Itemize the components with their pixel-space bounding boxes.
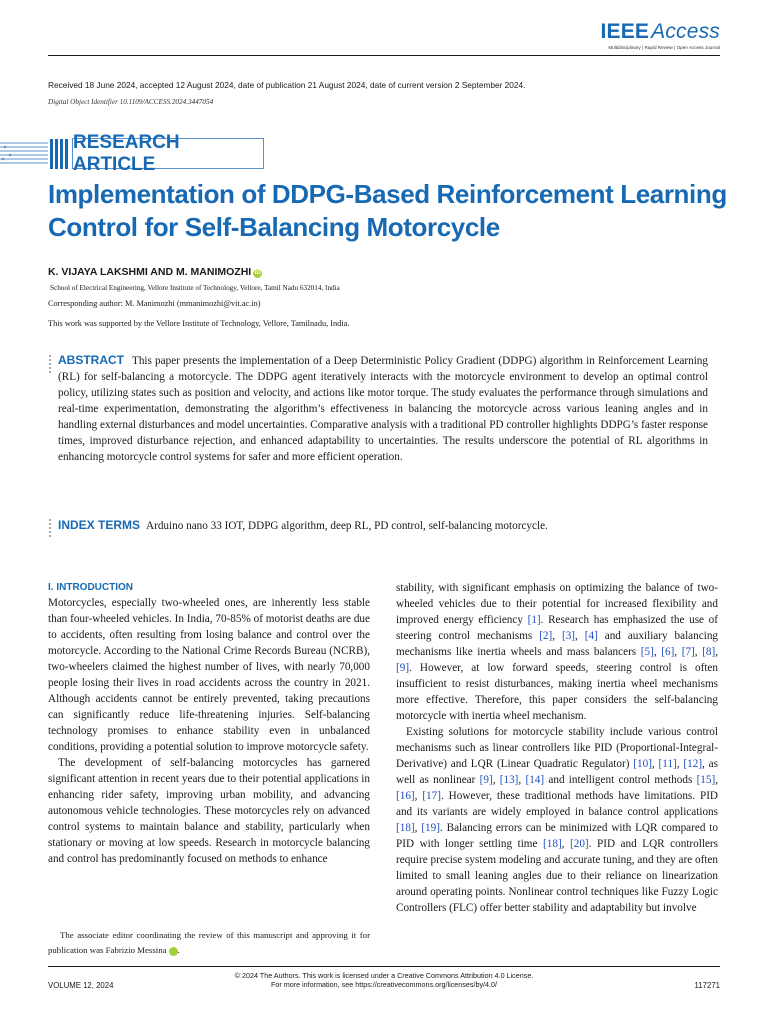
license-link[interactable]: For more information, see https://creativecommons.org/licenses/by/4.0/ (270, 980, 498, 989)
citation-link[interactable]: [20] (570, 838, 589, 850)
citation-link[interactable]: [2] (539, 630, 553, 642)
header-divider (48, 55, 720, 56)
citation-link[interactable]: [18] (543, 838, 562, 850)
section-heading: I. INTRODUCTION (48, 582, 133, 593)
citation-link[interactable]: [3] (561, 630, 576, 642)
citation-link[interactable]: [9] (396, 662, 410, 674)
paper-title: Implementation of DDPG-Based Reinforcement Learning Control for Self-Balancing Motorcycle (48, 179, 727, 242)
abstract-text: This paper presents the implementation of a Deep Deterministic Policy Gradient (DDPG) algorithm in Reinforcement Learning (RL) for self-balancing a motorcycle. The DDPG agent iteratively interacts with the motorcycle environment to develop an optimal control policy, utilizing states such as position and velocity, and actions like motor torque. The study evaluates the performance through simulations and real-time experimentation, demonstrating the algorithm’s effectiveness in balancing the motorcycle across various leaning angles and in handling external disturbances and model uncertainties. Comparative analysis with a traditional PD controller highlights DDPG’s faster response times, improved disturbance rejection, and enhanced adaptability to uncertainties. The results underscore the potential of RL algorithms in enhancing motorcycle control systems for safer and more efficient operation. (58, 355, 708, 463)
text-run: , as well as nonlinear (396, 758, 718, 786)
authors-text: K. VIJAYA LAKSHMI AND M. MANIMOZHI (48, 266, 252, 278)
citation-link[interactable]: [7] (681, 646, 695, 658)
citation-link[interactable]: [16] (396, 790, 415, 802)
text-run: . However, at low forward speeds, steering control is often insufficient to resist disturbances, making inertia wheel mechanisms more effective. Therefore, this paper considers the self-balancing motorcycle with inertia wheel mechanism. (396, 662, 718, 722)
text-run: , (694, 646, 703, 658)
index-terms-text: Arduino nano 33 IOT, DDPG algorithm, deep RL, PD control, self-balancing motorcycle. (146, 520, 548, 532)
doi-line: Digital Object Identifier 10.1109/ACCESS.2024.3447054 (48, 98, 214, 106)
page-number: 117271 (694, 981, 720, 990)
journal-tagline: Multidisciplinary | Rapid Review | Open Access Journal (608, 45, 720, 50)
text-run: . Balancing errors can be minimized with LQR compared to PID with longer settling time (396, 822, 719, 850)
text-run: , (552, 630, 562, 642)
citation-link[interactable]: [12] (683, 758, 703, 770)
citation-link[interactable]: [19] (421, 822, 440, 834)
text-run: and intelligent control methods (544, 774, 697, 786)
text-run: , (492, 774, 500, 786)
index-terms-heading: INDEX TERMS (58, 518, 141, 532)
text-run: , (414, 822, 422, 834)
index-terms (58, 517, 708, 534)
text-run: , (715, 646, 719, 658)
journal-brand: IEEE (600, 20, 650, 43)
citation-link[interactable]: [9] (479, 774, 493, 786)
right-column (396, 580, 718, 916)
text-run: stability, with significant emphasis on optimizing the balance of two-wheeled vehicles due to their potential for increased flexibility and improved energy efficiency (396, 582, 718, 626)
text-run: , (651, 758, 659, 770)
volume-label: VOLUME 12, 2024 (48, 981, 114, 990)
text-run: and auxiliary balancing mechanisms like inertia wheels and mass balancers (396, 630, 719, 658)
article-type-banner (0, 131, 270, 175)
citation-link[interactable]: [13] (499, 774, 519, 786)
citation-link[interactable]: [5] (640, 646, 654, 658)
citation-link[interactable]: [15] (696, 774, 716, 786)
abstract (58, 352, 708, 465)
editor-note: The associate editor coordinating the review of this manuscript and approving it for publication was Fabrizio Messina iD. (48, 930, 370, 955)
citation-link[interactable]: [14] (525, 774, 545, 786)
dates-line: Received 18 June 2024, accepted 12 August 2024, date of publication 21 August 2024, date of current version 2 September 2024. (48, 80, 526, 90)
citation-link[interactable]: [8] (702, 646, 716, 658)
text-run: . Research has emphasized the use of steering control mechanisms (396, 614, 718, 642)
text-run: , (674, 646, 682, 658)
affiliation: School of Electrical Engineering, Vellore Institute of Technology, Vellore, Tamil Nadu 632014, India (50, 284, 340, 292)
paragraph (396, 580, 718, 724)
banner-decoration-icon (0, 140, 48, 168)
paragraph: The development of self-balancing motorcycles has garnered significant attention in recent years due to their potential applications in enhancing rider safety, improving urban mobility, and advancing autonomous vehicle technologies. These motorcycles rely on advanced control systems to maintain balance and stability, particularly when stationary or moving at low speeds. Research in motorcycle balancing and control has predominantly focused on methods to enhance (48, 757, 370, 865)
citation-link[interactable]: [6] (661, 646, 675, 658)
text-run: , (575, 630, 585, 642)
citation-link[interactable]: [4] (584, 630, 598, 642)
text-run: , (653, 646, 662, 658)
citation-link[interactable]: [1] (527, 614, 541, 626)
text-run: , (414, 790, 423, 802)
text-run: , (518, 774, 526, 786)
text-run: , (715, 774, 719, 786)
license-line: © 2024 The Authors. This work is licensed under a Creative Commons Attribution 4.0 License. (234, 971, 534, 980)
footer-divider (48, 966, 720, 967)
abstract-marker-icon (49, 355, 52, 375)
text-run: . However, these traditional methods have limitations. PID and its variants are widely employed in balance control applications (396, 790, 719, 818)
journal-brand-suffix: Access (651, 20, 720, 43)
corresponding-author: Corresponding author: M. Manimozhi (mmanimozhi@vit.ac.in) (48, 299, 261, 308)
paragraph (396, 724, 718, 916)
journal-logo (600, 20, 720, 50)
text-run: . PID and LQR controllers require precise system modeling and accurate tuning, and they are often limited to small leaning angles due to their reliance on linearization around operating points. Nonlinear control techniques like Fuzzy Logic Controllers (FLC) offer better stability and adaptability but involve (396, 838, 719, 914)
citation-link[interactable]: [17] (422, 790, 441, 802)
paragraph: Motorcycles, especially two-wheeled ones, are inherently less stable than four-wheeled vehicles. In India, 70-85% of motorist deaths are due to accidents, often resulting from losing balance and control over the motorcycle. According to the National Crime Records Bureau (NCRB), two-wheelers claimed the highest number of lives, with nearly 70,000 people losing their lives in road accidents across the country in 2021. Although accidents cannot be entirely prevented, taking precautions can significantly reduce life-threatening injuries. Self-balancing technology promises to enhance stability even in unbalanced conditions, providing a potential solution to improve motorcycle safety. (48, 597, 370, 753)
orcid-icon[interactable]: iD (254, 270, 261, 276)
citation-link[interactable]: [11] (658, 758, 677, 770)
index-terms-marker-icon (49, 519, 52, 539)
text-run: Existing solutions for motorcycle stability include various control mechanisms such as linear controllers like PID (Proportional-Integral-Derivative) and LQR (Linear Quadratic Regulator) (396, 726, 718, 770)
citation-link[interactable]: [18] (396, 822, 415, 834)
funding-statement: This work was supported by the Vellore Institute of Technology, Vellore, Tamilnadu, India. (48, 319, 350, 328)
article-type-label: RESEARCH ARTICLE (72, 138, 264, 169)
editor-note-text: The associate editor coordinating the review of this manuscript and approving it for publication was Fabrizio Messina (48, 930, 370, 955)
abstract-heading: ABSTRACT (58, 353, 124, 367)
license-notice (0, 971, 768, 989)
left-column (48, 580, 370, 867)
authors (48, 266, 262, 278)
text-run: , (676, 758, 684, 770)
orcid-icon[interactable]: iD (169, 947, 178, 956)
citation-link[interactable]: [10] (633, 758, 652, 770)
text-run: , (561, 838, 571, 850)
